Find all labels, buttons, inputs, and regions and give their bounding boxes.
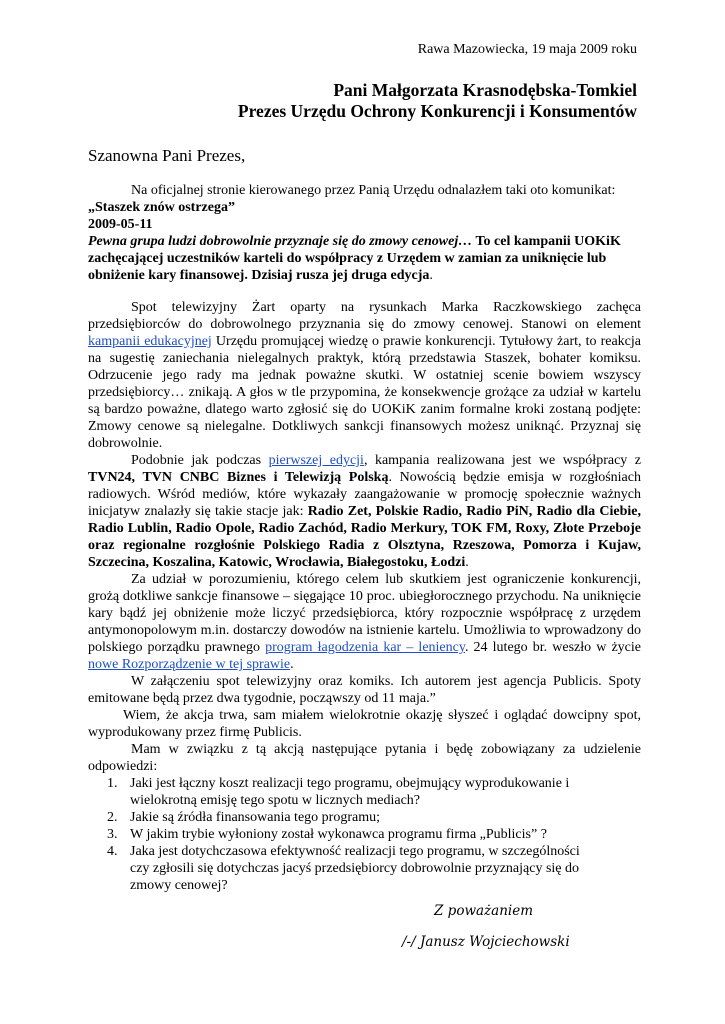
- radio-stations: Radio Zet, Polskie Radio, Radio PiN, Radio dla Ciebie, Radio Lublin, Radio Opole, Radio Zachód, Radio Merkury, TOK FM, Roxy, Złote Przeboje oraz regionalne rozgłośnie Polskiego Radia z Olsztyna, Rzeszowa, Pomorza i Kujaw, Szczecina, Koszalina, Katowic, Wrocławia, Białegostoku, Łodzi: [88, 504, 641, 570]
- paragraph-media: [88, 452, 641, 571]
- quote-lead-end: .: [429, 268, 433, 283]
- paragraph-text: .: [465, 555, 469, 570]
- paragraph-text: Za udział w porozumieniu, którego celem lub skutkiem jest ograniczenie konkurencji, grożą dotkliwe sankcje finansowe – sięgające 10 proc. ubiegłorocznego przychodu. Na uniknięcie kary bądź jej obniżenie może liczyć przedsiębiorca, który rozpocznie współpracę z urzędem antymonopolowym m.in. dostarczy dowodów na istnienie kartelu. Umożliwia to wprowadzony do polskiego porządku prawnego: [88, 572, 641, 655]
- signature: /-/ Janusz Wojciechowski: [402, 934, 570, 950]
- paragraph-text: Podobnie jak podczas: [131, 453, 269, 468]
- list-item: 2. Jakie są źródła finansowania tego programu;: [121, 809, 591, 826]
- quote-lead-italic: Pewna grupa ludzi dobrowolnie przyznaje się do zmowy cenowej…: [88, 234, 473, 249]
- recipient-name: Pani Małgorzata Krasnodębska-Tomkiel: [333, 80, 637, 100]
- closing-phrase: Z poważaniem: [434, 903, 534, 919]
- list-item: 3. W jakim trybie wyłoniony został wykonawca programu firma „Publicis” ?: [121, 826, 591, 843]
- list-item: 4. Jaka jest dotychczasowa efektywność realizacji tego programu, w szczególności czy zgłosili się dotychczas jacyś przedsiębiorcy dobrowolnie przyznający się do zmowy cenowej?: [121, 843, 591, 894]
- quote-title: „Staszek znów ostrzega”: [88, 200, 235, 215]
- date-line: Rawa Mazowiecka, 19 maja 2009 roku: [417, 42, 637, 57]
- intro-text: Na oficjalnej stronie kierowanego przez Panią Urzędu odnalazłem taki oto komunikat:: [131, 183, 616, 198]
- paragraph-opinion: Wiem, że akcja trwa, sam miałem wielokrotnie okazję słyszeć i oglądać dowcipny spot, wyprodukowany przez firmę Publicis.: [88, 708, 641, 740]
- questions-list: [88, 775, 591, 894]
- recipient-title: Prezes Urzędu Ochrony Konkurencji i Konsumentów: [237, 101, 637, 121]
- quoted-announcement: [88, 182, 641, 284]
- paragraph-questions-intro: Mam w związku z tą akcją następujące pytania i będę zobowiązany za udzielenie odpowiedzi:: [88, 742, 641, 774]
- letter-body: [88, 299, 641, 894]
- list-item: 1. Jaki jest łączny koszt realizacji tego programu, obejmujący wyprodukowanie i wielokrotną emisję tego spotu w licznych mediach?: [121, 775, 591, 809]
- link-leniency-program[interactable]: program łagodzenia kar – leniency: [265, 640, 465, 655]
- paragraph-attachment: W załączeniu spot telewizyjny oraz komiks. Ich autorem jest agencja Publicis. Spoty emitowane będą przez dwa tygodnie, począwszy od 11 maja.”: [88, 674, 641, 706]
- quote-lead-bold: To cel kampanii UOKiK zachęcającej uczestników karteli do współpracy z Urzędem w zamian za uniknięcie lub obniżenie kary finansowej. Dzisiaj rusza jej druga edycja: [88, 234, 621, 283]
- quote-date: 2009-05-11: [88, 217, 153, 232]
- paragraph-text: . Nowością będzie emisja w rozgłośniach radiowych. Wśród mediów, które wykazały zaangażowanie w promocję społecznie ważnych inicjatyw znalazły się takie stacje jak:: [88, 470, 641, 519]
- paragraph-text: Urzędu promującej wiedzę o prawie konkurencji. Tytułowy żart, to reakcja na sugestię zaniechania nielegalnych praktyk, którą przedstawia Staszek, bohater komiksu. Odrzucenie jego rady ma jednak poważne skutki. W ostatniej scenie bowiem wszyscy przedsiębiorcy… znikają. A głos w tle przypomina, że konsekwencje grożące za udział w kartelu są bardzo poważne, dlatego warto zgłosić się do UOKiK zanim formalne kroki zostaną podjęte: Zmowy cenowe są nielegalne. Dotkliwych sankcji finansowych możesz uniknąć. Przyznaj się dobrowolnie.: [88, 334, 641, 451]
- recipient-block: [238, 80, 637, 122]
- paragraph-text: . 24 lutego br. weszło w życie: [464, 640, 642, 655]
- paragraph-text: , kampania realizowana jest we współpracy z: [363, 453, 642, 468]
- link-kampanii-edukacyjnej[interactable]: kampanii edukacyjnej: [88, 334, 212, 349]
- paragraph-sanctions: [88, 571, 641, 673]
- greeting: Szanowna Pani Prezes,: [88, 146, 246, 165]
- paragraph-text: .: [290, 657, 294, 672]
- paragraph-spot: [88, 299, 641, 452]
- link-pierwszej-edycji[interactable]: pierwszej edycji: [268, 453, 364, 468]
- link-rozporzadzenie[interactable]: nowe Rozporządzenie w tej sprawie: [88, 657, 291, 672]
- paragraph-text: Spot telewizyjny Żart oparty na rysunkach Marka Raczkowskiego zachęca przedsiębiorców do dobrowolnego przyznania się do zmowy cenowej. Stanowi on element: [88, 300, 641, 332]
- tv-partners: TVN24, TVN CNBC Biznes i Telewizją Polską: [88, 470, 389, 485]
- quote-lead: [88, 233, 641, 284]
